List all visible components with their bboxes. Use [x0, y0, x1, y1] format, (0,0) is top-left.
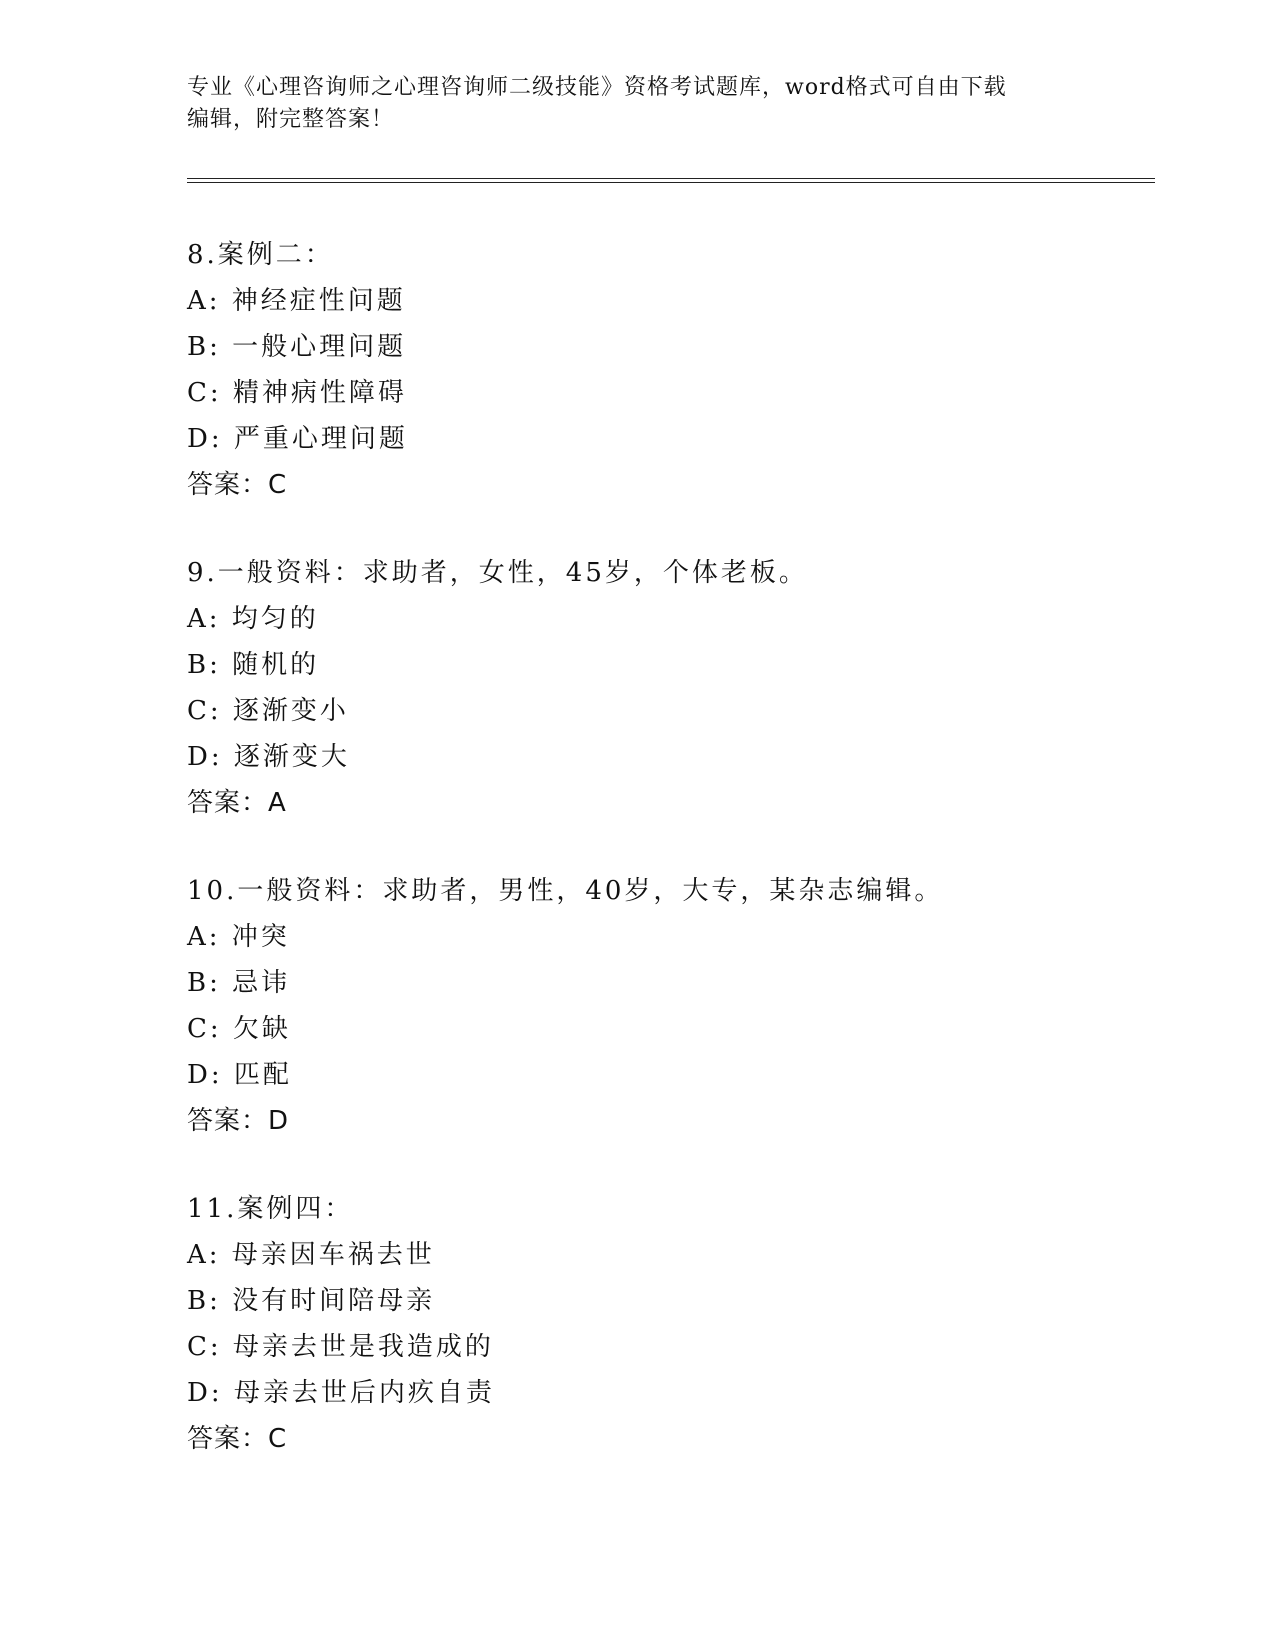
option-c: C: 精神病性障碍 [187, 378, 407, 408]
question-stem: 8.案例二： [187, 240, 334, 270]
question-stem: 10.一般资料：求助者，男性，40岁，大专，某杂志编辑。 [187, 876, 944, 906]
option-d: D: 严重心理问题 [187, 424, 408, 454]
question-stem: 11.案例四： [187, 1194, 354, 1224]
question-10 [187, 868, 1147, 1144]
answer-label: 答案：A [187, 788, 287, 818]
header-line-2: 编辑，附完整答案！ [187, 107, 395, 132]
option-a: A: 均匀的 [187, 604, 319, 634]
header-line-1: 专业《心理咨询师之心理咨询师二级技能》资格考试题库，word格式可自由下载 [187, 75, 1007, 100]
document-header [187, 72, 1087, 136]
option-d: D: 母亲去世后内疚自责 [187, 1378, 495, 1408]
option-a: A: 神经症性问题 [187, 286, 406, 316]
option-d: D: 逐渐变大 [187, 742, 350, 772]
option-d: D: 匹配 [187, 1060, 292, 1090]
option-a: A: 母亲因车祸去世 [187, 1240, 435, 1270]
header-divider-bottom [187, 182, 1155, 183]
answer-label: 答案：C [187, 1424, 288, 1454]
question-stem: 9.一般资料：求助者，女性，45岁，个体老板。 [187, 558, 808, 588]
option-b: B: 没有时间陪母亲 [187, 1286, 436, 1316]
option-b: B: 一般心理问题 [187, 332, 407, 362]
option-a: A: 冲突 [187, 922, 290, 952]
option-b: B: 随机的 [187, 650, 320, 680]
question-9 [187, 550, 1147, 826]
question-11 [187, 1186, 1147, 1462]
answer-label: 答案：D [187, 1106, 290, 1136]
header-divider-top [187, 178, 1155, 179]
option-c: C: 母亲去世是我造成的 [187, 1332, 494, 1362]
answer-label: 答案：C [187, 470, 288, 500]
option-b: B: 忌讳 [187, 968, 291, 998]
option-c: C: 欠缺 [187, 1014, 291, 1044]
question-8 [187, 232, 1147, 508]
option-c: C: 逐渐变小 [187, 696, 349, 726]
